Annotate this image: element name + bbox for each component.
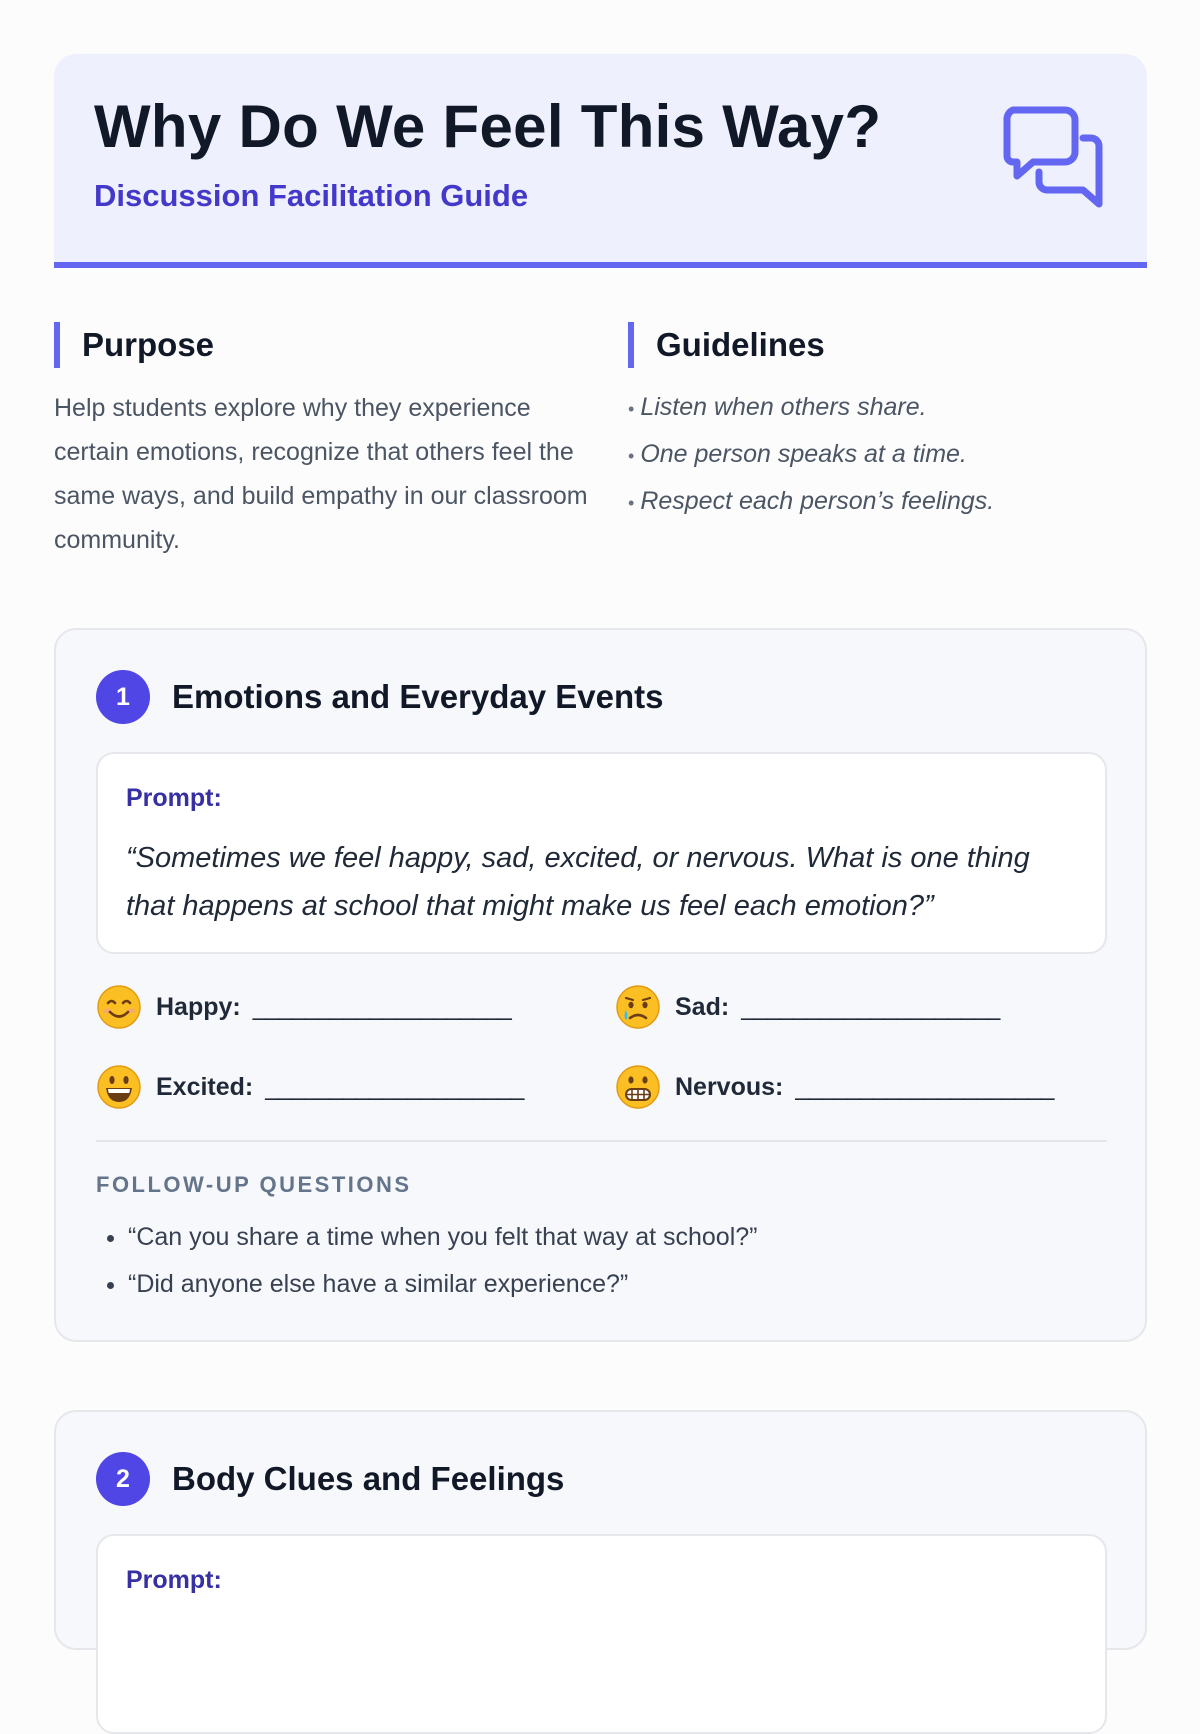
answer-blank[interactable]: ____________________ [252, 992, 511, 1021]
prompt-box [96, 1534, 1107, 1734]
emotion-label: Nervous: [675, 1072, 784, 1101]
emotion-happy [96, 982, 511, 1032]
emotion-sad [615, 982, 999, 1032]
grinning-face-icon [96, 1064, 142, 1110]
purpose-text: Help students explore why they experience certain emotions, recognize that others feel the same ways, and build empathy in our classroom community. [54, 394, 588, 554]
prompt-box [96, 752, 1107, 954]
emotion-nervous [615, 1062, 1053, 1112]
guideline-item: • Respect each person’s feelings. [628, 487, 995, 515]
section-number-badge: 2 [96, 1452, 150, 1506]
prompt-label: Prompt: [126, 784, 222, 812]
crying-face-icon [615, 984, 661, 1030]
answer-blank[interactable]: ____________________ [741, 992, 1000, 1021]
emotion-label: Happy: [156, 992, 241, 1021]
smiling-face-icon [96, 984, 142, 1030]
emotion-label: Excited: [156, 1072, 254, 1101]
followup-item: • “Did anyone else have a similar experience?” [128, 1261, 758, 1308]
page-subtitle: Discussion Facilitation Guide [94, 178, 529, 213]
guideline-item: • Listen when others share. [628, 393, 927, 421]
guidelines-heading: Guidelines [628, 322, 825, 368]
followup-list [96, 1214, 758, 1308]
chat-bubbles-icon [1003, 106, 1107, 210]
guideline-item: • One person speaks at a time. [628, 440, 967, 468]
section-title: Body Clues and Feelings [172, 1460, 565, 1497]
followup-item: • “Can you share a time when you felt that way at school?” [128, 1214, 758, 1261]
purpose-heading: Purpose [54, 322, 214, 368]
section-card-1 [54, 628, 1147, 1342]
answer-blank[interactable]: ____________________ [265, 1072, 524, 1101]
emotion-excited [96, 1062, 523, 1112]
followup-heading: FOLLOW-UP QUESTIONS [96, 1172, 412, 1197]
header-banner [54, 54, 1147, 268]
section-card-2 [54, 1410, 1147, 1650]
prompt-text: “Sometimes we feel happy, sad, excited, or nervous. What is one thing that happens at school that might make us feel each emotion?” [126, 842, 1030, 922]
answer-blank[interactable]: ____________________ [795, 1072, 1054, 1101]
section-number-badge: 1 [96, 670, 150, 724]
emotion-label: Sad: [675, 992, 730, 1021]
grimacing-face-icon [615, 1064, 661, 1110]
prompt-label: Prompt: [126, 1566, 222, 1594]
page-title: Why Do We Feel This Way? [94, 93, 882, 160]
section-title: Emotions and Everyday Events [172, 678, 664, 715]
guidelines-list [628, 384, 994, 525]
divider [96, 1140, 1107, 1142]
